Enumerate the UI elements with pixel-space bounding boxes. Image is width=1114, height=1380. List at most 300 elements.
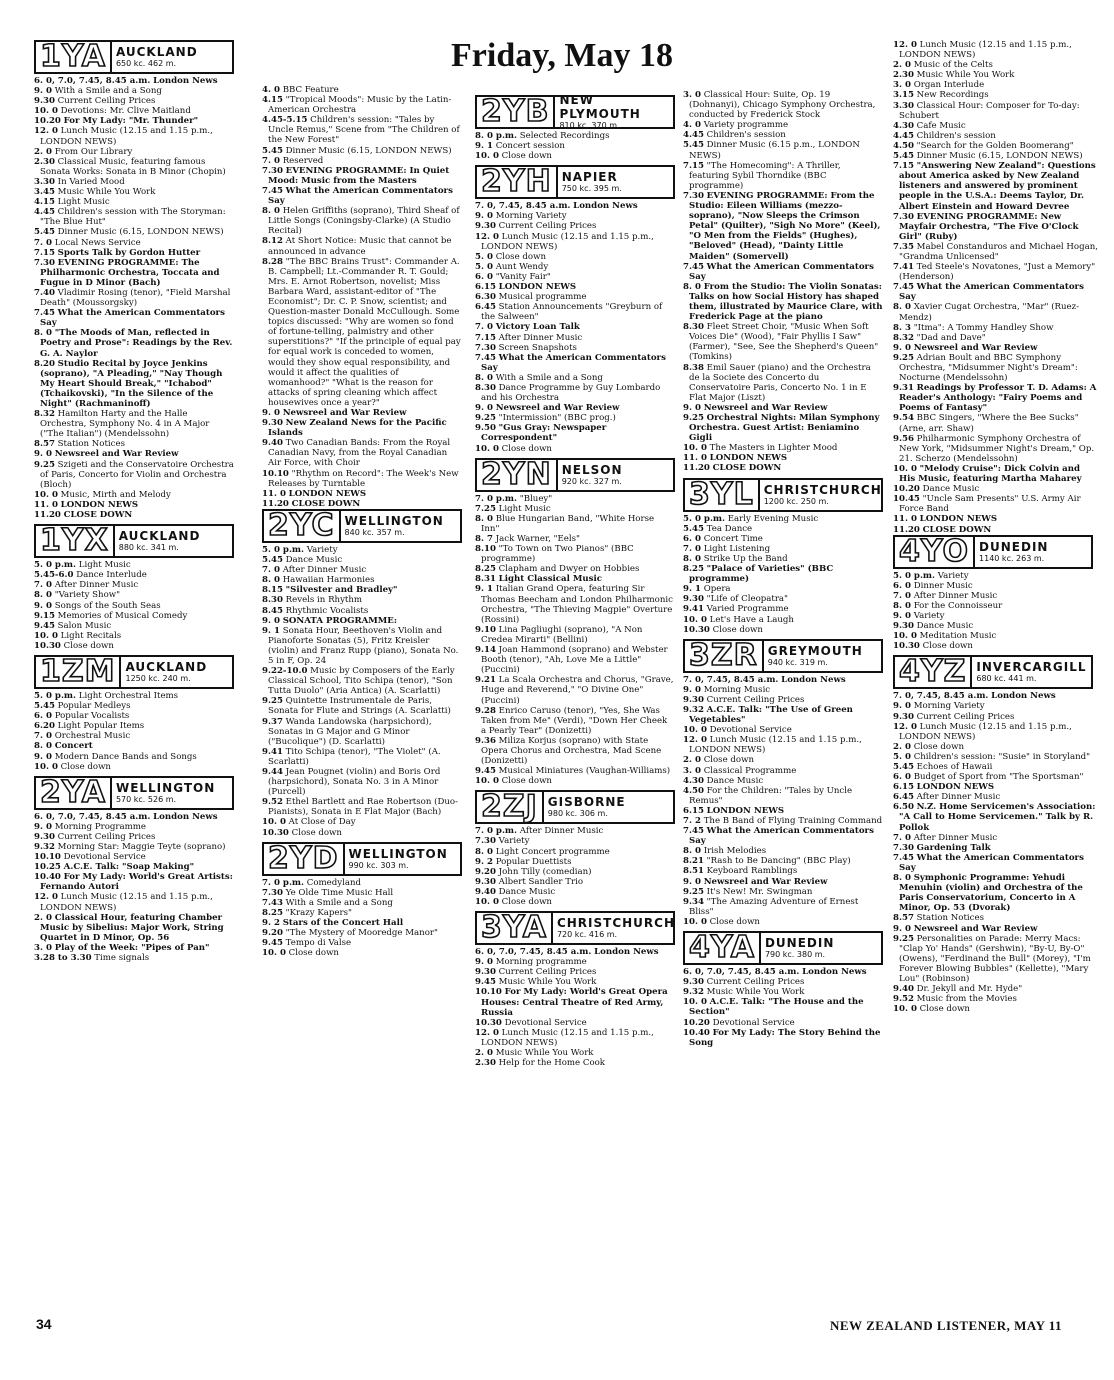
programme-title: Memories of Musical Comedy [57, 610, 188, 621]
programme-title: Adrian Boult and BBC Symphony Orchestra, "Midsummer Night's Dream": Nocturne (Mendelssohn) [899, 352, 1078, 384]
programme-time: 11. 0 [34, 499, 58, 510]
programme-entry [475, 282, 675, 292]
programme-entry [893, 464, 1098, 484]
programme-entry [34, 872, 234, 892]
programme-title: London News [153, 76, 218, 86]
programme-title: From the Studio: The Violin Sonatas: Talks on how Social History has shaped them, illustrated by Maurice Clare, with Frederick Page at the piano [689, 281, 883, 323]
programme-title: London News [573, 201, 638, 212]
programme-title: Lunch Music (12.15 and 1.15 p.m., LONDON NEWS) [899, 721, 1072, 742]
programme-time: 9.41 [683, 604, 704, 615]
programme-title: Station Notices [57, 439, 125, 450]
programme-title: "Silvester and Bradley" [285, 585, 398, 596]
programme-entry [34, 359, 234, 409]
programme-entry [475, 1048, 675, 1058]
programme-title: Dinner Music (6.15, LONDON NEWS) [916, 151, 1083, 162]
programme-entry [683, 856, 883, 866]
programme-time: 2. 0 [475, 1048, 493, 1059]
programme-time: 7.30 [34, 257, 55, 268]
programme-entry [475, 877, 675, 887]
programme-entry [34, 238, 234, 248]
programme-entry [893, 984, 1098, 994]
programme-time: 9.14 [475, 645, 496, 656]
programme-time: 5. 0 p.m. [262, 544, 305, 555]
programme-title: Classical Hour, featuring Chamber Music by Sibelius: Major Work, String Quartet in D Minor, Op. 56 [40, 912, 224, 943]
programme-time: 8. 0 [683, 281, 701, 292]
programme-title: Dance Music [498, 886, 556, 897]
programme-title: Variety [306, 544, 338, 555]
programme-entry [475, 221, 675, 231]
programme-title: LONDON NEWS [288, 488, 367, 499]
programme-entry [683, 514, 883, 524]
programme-title: Devotional Service [712, 1017, 795, 1028]
programme-title: Close down [919, 1004, 970, 1015]
programme-title: LONDON NEWS [706, 805, 785, 816]
programme-title: Children's session: "Tales by Uncle Remus," Scene from "The Children of the New Forest" [268, 115, 460, 146]
continuation-list [893, 40, 1098, 535]
programme-title: New Recordings [916, 90, 989, 101]
programme-title: EVENING PROGRAMME: In Quiet Mood: Music from the Masters [268, 165, 450, 186]
programme-time: 7.40 [34, 287, 55, 298]
programme-entry [893, 853, 1098, 873]
programme-entry [475, 947, 675, 957]
programme-entry [262, 236, 462, 256]
programme-title: Morning Variety [495, 211, 567, 222]
programme-list [683, 90, 883, 474]
station-1yx [34, 524, 234, 651]
programme-title: "Tropical Moods": Music by the Latin-American Orchestra [268, 95, 452, 116]
programme-time: 5.45 [262, 555, 283, 566]
programme-time: 12. 0 [475, 231, 499, 242]
programme-entry [262, 146, 462, 156]
programme-entry [893, 333, 1098, 343]
programme-time: 6.20 [34, 721, 55, 732]
programme-title: After Dinner Music [913, 832, 998, 843]
programme-time: 8. 0 [683, 846, 701, 857]
programme-title: London News [153, 811, 218, 822]
station-header [34, 776, 234, 810]
programme-entry [262, 565, 462, 575]
programme-entry [893, 514, 1098, 524]
programme-time: 9. 0 [34, 821, 52, 832]
programme-title: Hawaiian Harmonies [282, 575, 375, 586]
programme-entry [683, 897, 883, 917]
programme-title: For the Connoisseur [913, 600, 1003, 611]
programme-title: After Dinner Music [54, 580, 139, 591]
programme-entry [475, 736, 675, 766]
station-city: CHRISTCHURCH [763, 482, 882, 497]
programme-title: "Variety Show" [54, 590, 121, 601]
station-header [262, 842, 462, 876]
programme-title: "The Amazing Adventure of Ernest Bliss" [689, 896, 859, 917]
programme-title: Close down [922, 641, 973, 652]
programme-entry [475, 847, 675, 857]
programme-title: Morning Star: Maggie Teyte (soprano) [57, 842, 226, 852]
programme-title: Two Canadian Bands: From the Royal Canadian Navy, from the Royal Canadian Air Force, with Choir [268, 438, 451, 469]
station-header [683, 639, 883, 673]
station-info [113, 526, 232, 556]
programme-title: Victory Loan Talk [495, 322, 580, 333]
programme-title: Variety [498, 836, 530, 847]
programme-title: Budget of Sport from "The Sportsman" [913, 772, 1084, 783]
programme-entry [893, 60, 1098, 70]
station-header [475, 95, 675, 129]
programme-entry [475, 706, 675, 736]
programme-title: Lunch Music (12.15 and 1.15 p.m., LONDON NEWS) [40, 126, 213, 147]
programme-title: Musical programme [498, 292, 587, 303]
programme-time: 9.30 [683, 594, 704, 605]
programme-entry [34, 631, 234, 641]
programme-time: 10. 0 [893, 1004, 917, 1015]
station-info [110, 778, 232, 808]
programme-title: At Close of Day [288, 817, 356, 828]
programme-title: Variety programme [703, 120, 789, 131]
programme-entry [683, 524, 883, 534]
programme-time: 9.25 [683, 413, 704, 423]
programme-time: 9.30 [34, 96, 55, 107]
programme-entry [475, 423, 675, 443]
programme-time: 8. 0 [262, 206, 280, 217]
programme-time: 9. 2 [475, 856, 493, 867]
programme-entry [893, 90, 1098, 100]
station-callsign-logo: 2YD [268, 840, 339, 876]
programme-entry [893, 484, 1098, 494]
programme-title: CLOSE DOWN [712, 463, 782, 474]
station-city: AUCKLAND [125, 659, 208, 674]
programme-title: Aunt Wendy [495, 261, 549, 272]
programme-entry [683, 161, 883, 191]
programme-entry [34, 147, 234, 157]
programme-entry [34, 177, 234, 187]
station-callsign-logo: 3YA [481, 910, 547, 946]
programme-title: Meditation Music [919, 631, 997, 642]
programme-title: Close down [703, 755, 754, 766]
programme-entry [683, 977, 883, 987]
programme-time: 9. 1 [262, 625, 280, 636]
programme-entry [475, 625, 675, 645]
programme-entry [893, 843, 1098, 853]
programme-time: 7. 0 [893, 590, 911, 601]
programme-entry [683, 140, 883, 160]
programme-title: Light Orchestral Items [78, 690, 179, 701]
programme-time: 10. 0 [475, 897, 499, 907]
programme-time: 8.10 [475, 544, 496, 555]
programme-title: Clapham and Dwyer on Hobbies [498, 564, 640, 575]
station-frequency: 750 kc. 395 m. [561, 184, 622, 194]
programme-entry [893, 762, 1098, 772]
programme-time: 10.45 [893, 494, 920, 505]
programme-entry [475, 292, 675, 302]
programme-title: Devotions: Mr. Clive Maitland [60, 106, 191, 117]
programme-entry [683, 766, 883, 776]
programme-title: Children's session: "Susie" in Storyland" [913, 751, 1091, 762]
programme-time: 9.30 [475, 876, 496, 887]
programme-entry [683, 544, 883, 554]
programme-title: What the American Commentators Say [689, 826, 874, 847]
programme-time: 9.56 [893, 433, 914, 444]
programme-time: 9. 0 [893, 923, 911, 934]
programme-entry [475, 343, 675, 353]
programme-title: "To Town on Two Pianos" (BBC programme) [481, 544, 634, 565]
programme-entry [683, 846, 883, 856]
programme-title: Time signals [94, 953, 150, 964]
programme-time: 8.32 [34, 409, 55, 420]
station-header [262, 509, 462, 543]
station-callsign-logo: 2YB [481, 94, 550, 129]
programme-time: 4.15 [262, 95, 283, 106]
programme-title: Miliza Korjus (soprano) with State Opera Chorus and Orchestra, Mad Scene (Donizetti) [481, 735, 662, 767]
programme-title: Devotional Service [63, 852, 146, 863]
programme-entry [34, 157, 234, 177]
programme-title: Songs of the South Seas [54, 600, 161, 611]
programme-time: 7. 0 p.m. [475, 826, 518, 837]
programme-title: Close down [291, 827, 342, 838]
programme-time: 8.25 [475, 564, 496, 575]
programme-title: Jean Pougnet (violin) and Boris Ord (harpsichord), Sonata No. 3 in A Minor (Purcell) [268, 767, 441, 798]
programme-entry [475, 584, 675, 624]
station-header [683, 931, 883, 965]
programme-entry [475, 544, 675, 564]
programme-title: Children's session [706, 130, 786, 141]
programme-entry [34, 590, 234, 600]
station-header [475, 790, 675, 824]
programme-title: "Intermission" (BBC prog.) [498, 413, 616, 424]
programme-title: EVENING PROGRAMME: From the Studio: Eileen Williams (mezzo-soprano), "Now Sleeps the Crimson Petal" (Quilter), "Sigh No More" (Keel), "O Men from the Fields" (Hughes), "Beloved" (Head), "Dainty Little Maiden" (Somervell) [689, 190, 881, 262]
station-frequency: 650 kc. 462 m. [115, 59, 177, 68]
station-frequency: 1250 kc. 240 m. [125, 673, 191, 683]
station-3zr [683, 639, 883, 927]
programme-title: Classical Hour: Suite, Op. 19 (Dohnanyi), Chicago Symphony Orchestra, conducted by Frederick Stock [689, 90, 876, 121]
programme-time: 9.36 [475, 735, 496, 746]
station-frequency: 920 kc. 327 m. [561, 476, 622, 486]
station-info [758, 480, 882, 510]
programme-title: Selected Recordings [519, 131, 610, 141]
programme-entry [683, 463, 883, 473]
programme-entry [893, 752, 1098, 762]
programme-entry [475, 826, 675, 836]
station-2ya [34, 776, 234, 963]
programme-time: 10. 0 [262, 817, 286, 828]
programme-title: Fleet Street Choir, "Music When Soft Voices Die" (Wood), "Fair Phyllis I Saw" (Farmer), "See, See the Shepherd's Queen" (Tomkins) [689, 322, 879, 363]
programme-entry [34, 621, 234, 631]
programme-title: Studio Recital by Joyce Jenkins (soprano), "A Pleading," "Nay Though My Heart Should Break," "Ichabod" (Tchaikovski), "In the Silence of the Night" (Rachmaninoff) [40, 358, 223, 409]
programme-time: 5. 0 p.m. [893, 570, 936, 581]
programme-entry [683, 987, 883, 997]
programme-time: 8.45 [262, 605, 283, 616]
programme-time: 8.20 [34, 358, 55, 369]
programme-entry [262, 666, 462, 696]
programme-title: Close down [495, 251, 546, 262]
station-3yl [683, 478, 883, 635]
station-info [551, 913, 675, 943]
station-info [553, 93, 673, 130]
programme-entry [262, 489, 462, 499]
programme-entry [34, 409, 234, 439]
programme-time: 5. 0 p.m. [34, 560, 77, 571]
programme-entry [34, 731, 234, 741]
programme-list [475, 947, 675, 1068]
programme-title: Italian Grand Opera, featuring Sir Thomas Beecham and London Philharmonic Orchestra, "The Thieving Magpie" Overture (Rossini) [481, 584, 673, 625]
station-header [34, 655, 234, 689]
station-callsign-logo: 2YH [481, 164, 552, 200]
programme-title: Close down [288, 948, 339, 959]
programme-entry [683, 786, 883, 806]
programme-time: 9. 0 [683, 876, 701, 887]
programme-entry [475, 302, 675, 322]
programme-time: 5. 0 p.m. [683, 513, 726, 524]
programme-title: Classical Hour: Composer for To-day: Schubert [899, 100, 1080, 121]
programme-time: 11. 0 [683, 453, 707, 464]
programme-title: With a Smile and a Song [495, 372, 603, 383]
programme-title: Light Music [57, 197, 110, 208]
station-callsign-logo: 4YZ [899, 654, 967, 690]
programme-title: Salon Music [57, 620, 112, 631]
station-callsign-logo: 1YX [40, 523, 109, 559]
programme-entry [893, 101, 1098, 121]
programme-title: "Rhythm on Record": The Week's New Releases by Turntable [268, 468, 459, 489]
programme-title: Music from the Movies [916, 994, 1017, 1005]
programme-title: Readings by Professor T. D. Adams: A Reader's Anthology: "Fairy Poems and Poems of Fantasy" [899, 383, 1097, 414]
programme-entry [683, 877, 883, 887]
programme-time: 9.41 [262, 746, 283, 757]
programme-title: BBC Singers, "Where the Bee Sucks" (Arne, arr. Shaw) [899, 413, 1079, 434]
programme-entry [34, 721, 234, 731]
programme-time: 10. 0 [475, 776, 499, 787]
programme-time: 9.20 [475, 866, 496, 877]
programme-time: 10.20 [683, 1017, 710, 1028]
programme-time: 7.30 [262, 887, 283, 898]
programme-time: 10. 0 [34, 761, 58, 772]
station-2yd [262, 842, 462, 959]
station-city: CHRISTCHURCH [556, 916, 676, 931]
programme-title: Morning programme [495, 957, 587, 968]
programme-time: 3.30 [893, 100, 914, 111]
programme-time: 8.38 [683, 362, 704, 373]
programme-title: Musical Miniatures (Vaughan-Williams) [498, 766, 671, 777]
programme-entry [683, 282, 883, 322]
programme-title: For My Lady: The Story Behind the Song [689, 1027, 881, 1048]
programme-time: 10. 0 [475, 151, 499, 162]
station-header [475, 458, 675, 492]
programme-time: 9. 0 [34, 86, 52, 97]
programme-title: CLOSE DOWN [291, 498, 361, 509]
programme-title: Music While You Work [57, 187, 156, 198]
station-frequency: 1200 kc. 250 m. [763, 496, 829, 506]
programme-title: SONATA PROGRAMME: [282, 615, 398, 626]
programme-title: Morning Variety [913, 701, 985, 712]
programme-title: Keyboard Ramblings [706, 866, 798, 877]
programme-entry [683, 534, 883, 544]
programme-title: What the American Commentators Say [689, 261, 874, 282]
programme-entry [34, 106, 234, 116]
programme-entry [34, 560, 234, 570]
programme-time: 9.40 [475, 886, 496, 897]
programme-entry [475, 373, 675, 383]
programme-time: 2. 0 [893, 741, 911, 752]
programme-title: Tito Schipa (tenor), "The Violet" (A. Scarlatti) [268, 746, 441, 767]
continuation-list [262, 85, 462, 509]
programme-entry [475, 574, 675, 584]
programme-time: 7.30 [893, 211, 914, 222]
programme-time: 9.25 [893, 933, 914, 944]
programme-time: 10.40 [683, 1027, 710, 1038]
programme-title: Wanda Landowska (harpsichord), Sonatas in G Major and G Minor ("Bucolique") (D. Scarlatti) [268, 716, 432, 747]
programme-time: 9.40 [893, 984, 914, 995]
station-city: GISBORNE [547, 795, 626, 810]
station-callsign-logo: 1YA [40, 39, 106, 74]
station-callsign-logo: 2ZJ [481, 789, 538, 825]
programme-entry [34, 862, 234, 872]
programme-entry [475, 766, 675, 776]
programme-time: 3.28 to 3.30 [34, 953, 92, 964]
programme-time: 8.32 [893, 332, 914, 343]
programme-time: 6. 0 [893, 772, 911, 783]
programme-title: "The BBC Brains Trust": Commander A. B. Campbell; Lt.-Commander R. T. Gould; Mrs. E. Arnot Robertson, novelist; Miss Barbara Ward, assistant-editor of "The Economist"; Dr. C. P. Snow, scientist; and Question-master Donald McCullough. Some topics discussed: "Why are women so fond of fortune-telling, palmistry and other superstitions?" "If the principle of equal pay for equal work is conceded to women, would they show equal responsibility, and would it affect the qualities of womanhood?" "What is the reason for attacks of spring cleaning which affect housewives once a year?" [268, 256, 461, 408]
programme-entry [893, 70, 1098, 80]
programme-entry [475, 413, 675, 423]
programme-title: Emil Sauer (piano) and the Orchestra de la Societe des Concerto du Conservatoire Paris, Concerto No. 1 in E Flat Major (Liszt) [689, 362, 871, 403]
programme-entry [34, 258, 234, 288]
programme-title: Close down [501, 151, 552, 162]
programme-title: From Our Library [54, 146, 133, 157]
programme-time: 6. 0 [893, 580, 911, 591]
programme-entry [893, 641, 1098, 651]
station-frequency: 840 kc. 357 m. [344, 527, 405, 537]
programme-title: Dance Interlude [76, 570, 147, 581]
programme-time: 8.31 [475, 574, 496, 585]
programme-title: LONDON NEWS [498, 282, 577, 293]
programme-time: 7.15 [475, 332, 496, 343]
station-city: WELLINGTON [115, 780, 216, 795]
programme-title: Newsreel and War Review [703, 402, 828, 413]
programme-entry [475, 201, 675, 211]
programme-entry [683, 866, 883, 876]
programme-entry [262, 156, 462, 166]
programme-time: 3. 0 [683, 765, 701, 776]
station-header [683, 478, 883, 512]
station-2yh [475, 165, 675, 453]
programme-title: With a Smile and a Song [285, 897, 393, 908]
programme-time: 9. 0 [683, 684, 701, 695]
programme-title: Lunch Music (12.15 and 1.15 p.m., LONDON NEWS) [481, 1027, 654, 1048]
programme-title: Modern Dance Bands and Songs [54, 751, 197, 762]
programme-entry [34, 842, 234, 852]
programme-title: Dance Music [916, 621, 974, 632]
programme-entry [34, 76, 234, 86]
station-header [475, 165, 675, 199]
station-city: NELSON [561, 462, 623, 477]
programme-time: 10.30 [475, 1017, 502, 1028]
programme-time: 10. 0 [893, 631, 917, 642]
programme-entry [893, 494, 1098, 514]
programme-list [262, 545, 462, 838]
programme-title: Xavier Cugat Orchestra, "Mar" (Ruez-Mendz) [899, 302, 1080, 323]
footer-publication: NEW ZEALAND LISTENER, MAY 11 [830, 1318, 1063, 1333]
programme-time: 2. 0 [683, 755, 701, 766]
programme-entry [475, 494, 675, 504]
programme-title: Dance Music [922, 484, 980, 495]
programme-entry [893, 924, 1098, 934]
programme-entry [262, 408, 462, 418]
station-info [762, 641, 881, 671]
programme-title: Tea Dance [706, 523, 753, 534]
programme-entry [475, 1058, 675, 1068]
programme-time: 6.45 [475, 302, 496, 313]
station-callsign-logo: 4YA [689, 930, 755, 966]
programme-entry [893, 434, 1098, 464]
programme-entry [893, 701, 1098, 711]
programme-title: What the American Commentators Say [481, 352, 666, 373]
programme-time: 2. 0 [893, 60, 911, 71]
